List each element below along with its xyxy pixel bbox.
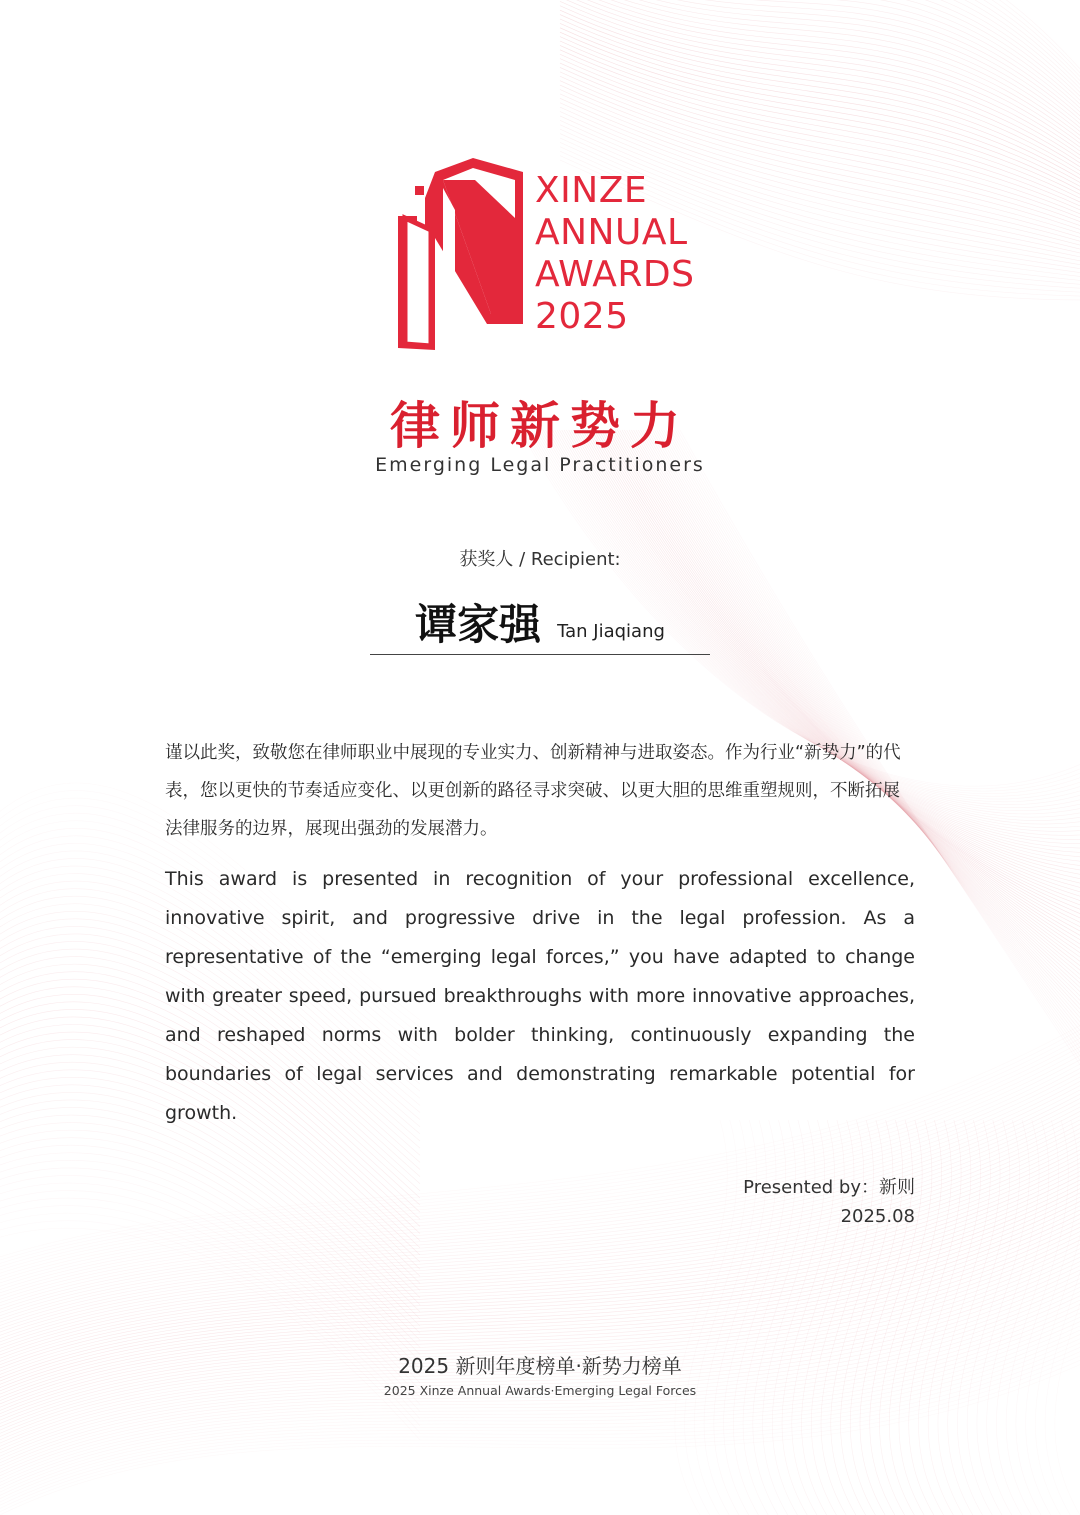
citation: [165, 734, 915, 1133]
presented-by: Presented by：新则: [743, 1177, 915, 1198]
logo-wordmark: [535, 170, 695, 338]
logo-line-2: ANNUAL: [535, 212, 688, 253]
citation-cn: 谨以此奖，致敬您在律师职业中展现的专业实力、创新精神与进取姿态。作为行业“新势力”的代表，您以更快的节奏适应变化、以更创新的路径寻求突破、以更大胆的思维重塑规则，不断拓展法律服务的边界，展现出强劲的发展潜力。: [165, 743, 901, 839]
logo-line-3: AWARDS: [535, 254, 695, 295]
logo-line-4: 2025: [535, 296, 629, 337]
recipient-label: 获奖人 / Recipient:: [459, 549, 621, 570]
logo-line-1: XINZE: [535, 170, 648, 211]
recipient-name-cn: 谭家强: [415, 600, 542, 649]
award-title-cn: 律师新势力: [390, 397, 690, 455]
citation-en: This award is presented in recognition of your professional excellence, innovative spirit, and progressive drive in the legal profession. As a representative of the “emerging legal forces,” you have adapted to change with greater speed, pursued breakthroughs with more innovative approaches, and reshaped norms with bolder thinking, continuously expanding the boundaries of legal services and demonstrating remarkable potential for growth.: [165, 868, 915, 1124]
presentation-date: 2025.08: [840, 1206, 915, 1227]
award-title-en: Emerging Legal Practitioners: [375, 454, 705, 476]
footer-title-en: 2025 Xinze Annual Awards·Emerging Legal Forces: [383, 1383, 697, 1398]
recipient-underline: [370, 654, 710, 655]
footer-title-cn: 2025 新则年度榜单·新势力榜单: [398, 1354, 682, 1378]
recipient-name-en: Tan Jiaqiang: [557, 621, 665, 642]
presenter-block: [743, 1173, 915, 1231]
recipient-name: [370, 590, 710, 650]
n-door-logo-icon: [395, 158, 525, 350]
